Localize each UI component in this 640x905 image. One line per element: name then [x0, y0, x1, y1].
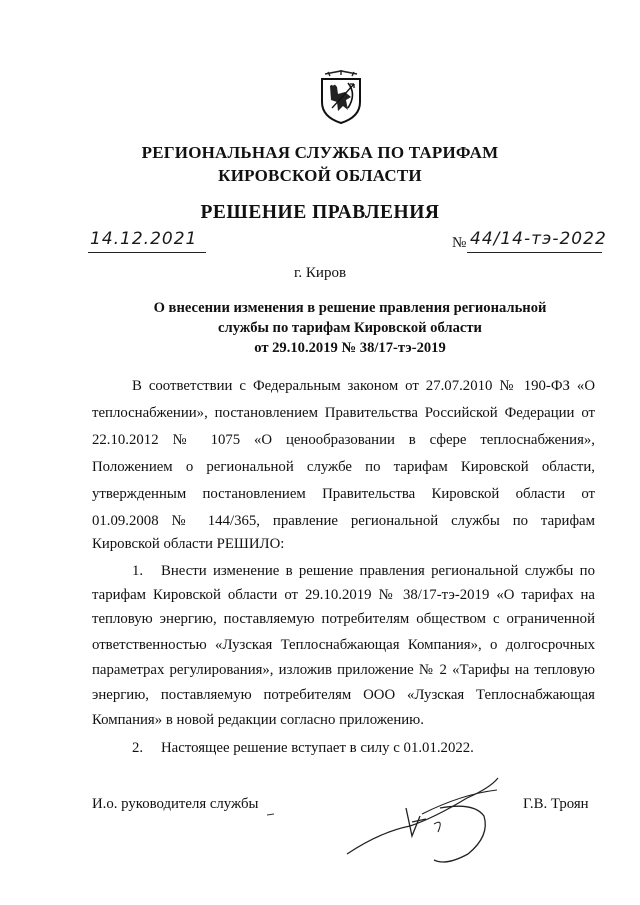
subject-line: О внесении изменения в решение правления региональной	[153, 300, 547, 316]
subject-line: от 29.10.2019 № 38/17-тэ-2019	[254, 340, 446, 356]
coat-of-arms-emblem	[318, 70, 364, 124]
signatory-name: Г.В. Троян	[523, 796, 589, 812]
preamble-line: Кировской области РЕШИЛО:	[92, 536, 285, 552]
number-label: №	[452, 235, 467, 251]
item-text-line: Компания» в новой редакции согласно приложению.	[92, 712, 424, 728]
subject-line: службы по тарифам Кировской области	[218, 320, 482, 336]
item-number: 1.	[132, 563, 144, 579]
document-type-title: РЕШЕНИЕ ПРАВЛЕНИЯ	[200, 202, 440, 223]
item-text-line: тепловую энергию, поставляемую потребителям обществом с ограниченной	[92, 611, 595, 627]
item-text-line: ответственностью «Лузская Теплоснабжающая Компания», о долгосрочных	[92, 637, 595, 653]
item-text-line: параметрах регулирования», изложив приложение № 2 «Тарифы на тепловую	[92, 662, 595, 678]
decision-number: 44/14-тэ-2022	[470, 229, 607, 249]
number-underline	[467, 252, 602, 253]
city: г. Киров	[293, 265, 347, 281]
preamble-line: Положением о региональной службе по тарифам Кировской области,	[92, 459, 595, 475]
preamble-line: утвержденным постановлением Правительства Кировской области от	[92, 486, 595, 502]
preamble-line: 22.10.2012 № 1075 «О ценообразовании в сфере теплоснабжения»,	[92, 432, 595, 448]
decision-date: 14.12.2021	[90, 229, 198, 249]
item-number: 2.	[132, 740, 144, 756]
organization-name-line1: РЕГИОНАЛЬНАЯ СЛУЖБА ПО ТАРИФАМ	[141, 143, 499, 162]
organization-name-line2: КИРОВСКОЙ ОБЛАСТИ	[218, 166, 422, 185]
signatory-position: И.о. руководителя службы	[92, 796, 259, 812]
item-text-line: Внести изменение в решение правления региональной службы по	[161, 563, 595, 579]
item-text-line: Настоящее решение вступает в силу с 01.01.2022.	[161, 740, 474, 756]
preamble-line: теплоснабжении», постановлением Правительства Российской Федерации от	[92, 405, 595, 421]
item-text-line: тарифам Кировской области от 29.10.2019 № 38/17-тэ-2019 «О тарифах на	[92, 587, 595, 603]
handwritten-signature	[262, 776, 502, 876]
preamble-line: 01.09.2008 № 144/365, правление региональной службы по тарифам	[92, 513, 595, 529]
item-text-line: энергию, поставляемую потребителям ООО «Лузская Теплоснабжающая	[92, 687, 595, 703]
date-underline	[88, 252, 206, 253]
preamble-line: В соответствии с Федеральным законом от 27.07.2010 № 190-ФЗ «О	[132, 378, 595, 394]
